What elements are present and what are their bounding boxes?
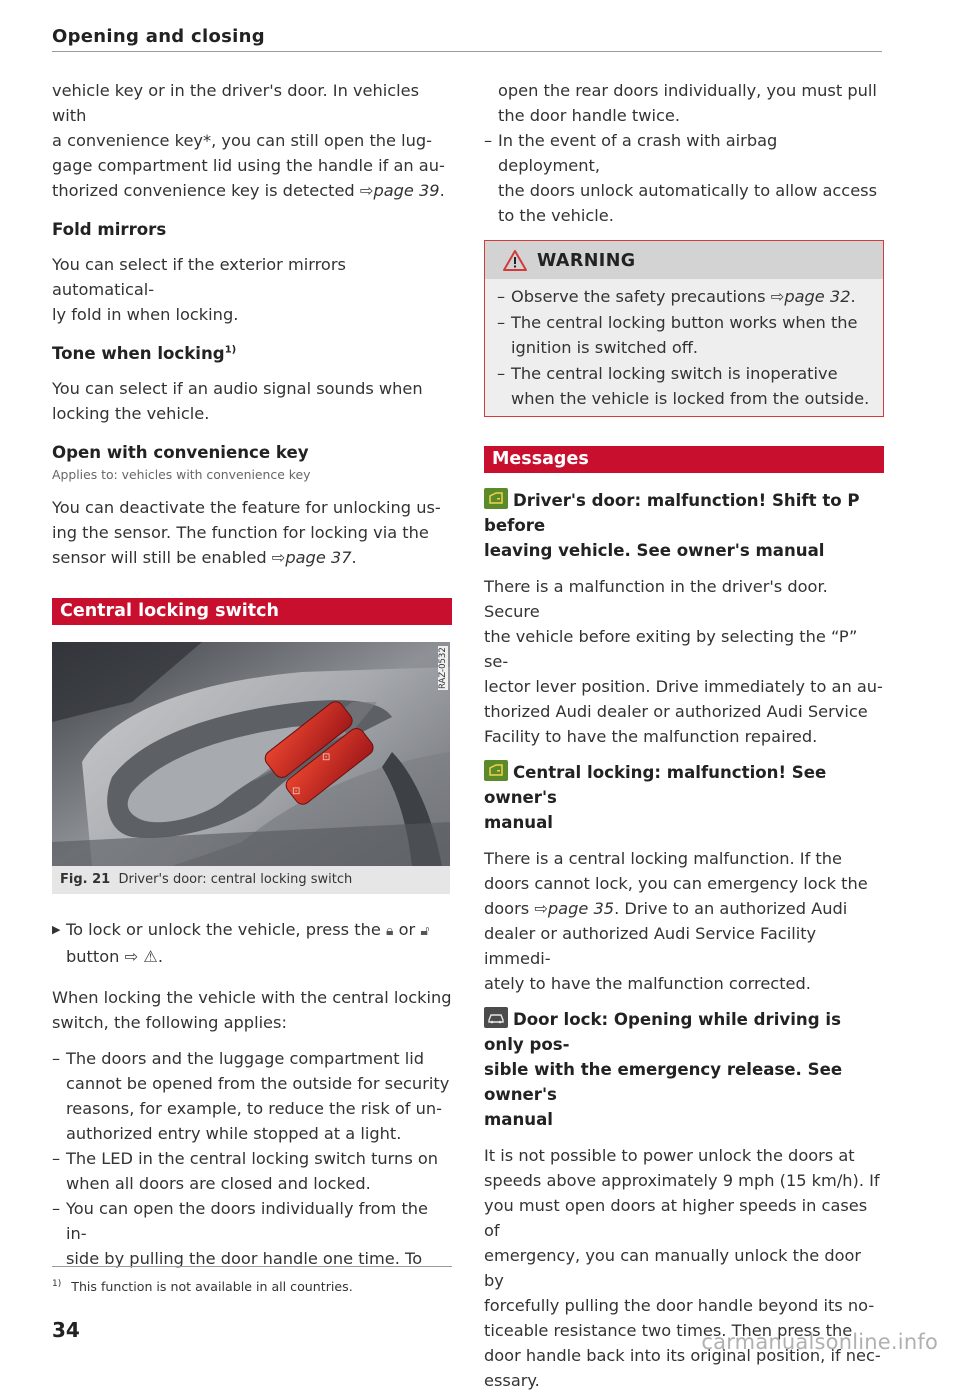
message-title-door-lock: Door lock: Opening while driving is only pos- sible with the emergency release. See owner's manual [484, 1007, 884, 1132]
page-header [52, 26, 882, 52]
svg-text:⊡: ⊡ [292, 786, 301, 797]
locking-rules-list [52, 1046, 452, 1271]
page-reference-link[interactable]: page 39 [373, 181, 440, 200]
footnote-marker: 1) [224, 344, 237, 356]
warning-item: – The central locking switch is inoperative when the vehicle is locked from the outside. [497, 363, 870, 408]
page-title: Opening and closing [52, 26, 265, 47]
page-reference-link[interactable]: page 32 [784, 287, 851, 306]
when-locking-text: When locking the vehicle with the central locking switch, the following applies: [52, 988, 452, 1032]
door-illustration [52, 642, 450, 866]
convenience-key-heading: Open with convenience key [52, 443, 309, 462]
message-title-central-locking: Central locking: malfunction! See owner's manual [484, 760, 884, 835]
footnote-divider [52, 1266, 452, 1267]
svg-text:⊡: ⊡ [322, 752, 331, 763]
warning-item: – Observe the safety precautions ⇨page 32. [497, 287, 856, 306]
list-item: – The doors and the luggage compartment lid cannot be opened from the outside for security reasons, for example, to reduce the risk of un- authorized entry while stopped at a light. [52, 1049, 450, 1143]
arrow-right-icon: ⇨ [271, 548, 286, 567]
central-locking-section-title: Central locking switch [52, 598, 452, 625]
page-reference-link[interactable]: page 35 [547, 898, 615, 918]
figure-caption: Fig. 21 Driver's door: central locking switch [52, 866, 450, 894]
right-column [484, 78, 884, 1393]
tone-text: You can select if an audio signal sounds when locking the vehicle. [52, 379, 423, 423]
crash-list [484, 128, 884, 228]
applies-to-note: Applies to: vehicles with convenience key [52, 467, 311, 482]
lock-button-icon: 🔒︎ [385, 923, 394, 939]
car-door-icon [484, 1007, 508, 1028]
arrow-right-icon: ⇨ [534, 898, 548, 918]
continued-text: open the rear doors individually, you must pull the door handle twice. [498, 81, 877, 125]
warning-body [485, 279, 883, 416]
warning-box [484, 240, 884, 417]
tone-heading: Tone when locking$^{1)}$ [52, 344, 237, 363]
footnote: $^{1)}$ This function is not available in all countries. [52, 1278, 353, 1294]
step-triangle-icon: ▶ [52, 923, 61, 936]
warning-item: – The central locking button works when the ignition is switched off. [497, 312, 858, 357]
list-item: – The LED in the central locking switch turns on when all doors are closed and locked. [52, 1149, 439, 1193]
arrow-right-icon: ⇨ [359, 181, 374, 200]
warning-triangle-icon: ⚠︎ [143, 947, 158, 966]
page-number: 34 [52, 1318, 80, 1342]
warning-title: WARNING [537, 251, 636, 271]
arrow-right-icon: ⇨ [124, 947, 139, 966]
page-reference-link[interactable]: page 37 [285, 548, 352, 567]
fold-mirrors-heading: Fold mirrors [52, 220, 167, 239]
warning-header [485, 241, 883, 279]
door-figure [52, 642, 450, 866]
intro-paragraph: vehicle key or in the driver's door. In vehicles with a convenience key*, you can still open the lug- gage compartment lid using the handle if an au- thorized convenience key is detected ⇨page 39. [52, 81, 445, 200]
warning-triangle-icon [503, 250, 527, 271]
convenience-key-text: You can deactivate the feature for unlocking us- ing the sensor. The function for locking via the sensor will still be enabled ⇨page 37. [52, 498, 441, 567]
unlock-button-icon: 🔓︎ [420, 923, 430, 939]
list-item: – You can open the doors individually from the in- side by pulling the door handle one time. To [52, 1199, 429, 1268]
left-column [52, 78, 452, 1271]
message-title-drivers-door: Driver's door: malfunction! Shift to P before leaving vehicle. See owner's manual [484, 488, 884, 563]
message-body-central-locking: There is a central locking malfunction. If the doors cannot lock, you can emergency lock the doors ⇨page 35. Drive to an authorized Audi dealer or authorized Audi Service Facility immedi- ately to have the malfunction corrected. [484, 848, 868, 993]
message-body-door-lock: It is not possible to power unlock the doors at speeds above approximately 9 mph (15 km/h). If you must open doors at higher speeds in cases of emergency, you can manually unlock the door by forcefully pulling the door handle beyond its no- ticeable resistance two times. Then press the door handle back into its original position, if nec- essary. [484, 1145, 881, 1390]
message-body-drivers-door: There is a malfunction in the driver's door. Secure the vehicle before exiting by selecting the “P” se- lector lever position. Drive immediately to an au- thorized Audi dealer or authorized Audi Service Facility to have the malfunction repaired. [484, 576, 883, 746]
lock-instruction-step: ▶ To lock or unlock the vehicle, press the 🔒︎ or 🔓︎ button ⇨ ⚠︎. [52, 917, 452, 969]
list-item: – In the event of a crash with airbag deployment, the doors unlock automatically to allow access to the vehicle. [484, 131, 878, 225]
arrow-right-icon: ⇨ [770, 287, 785, 306]
watermark: carmanualsonline.info [701, 1330, 938, 1354]
door-warning-icon [484, 760, 508, 781]
fold-mirrors-text: You can select if the exterior mirrors automatical- ly fold in when locking. [52, 255, 346, 324]
messages-section-title: Messages [484, 446, 884, 473]
figure-code: RAZ-0532 [438, 647, 448, 689]
door-warning-icon [484, 488, 508, 509]
